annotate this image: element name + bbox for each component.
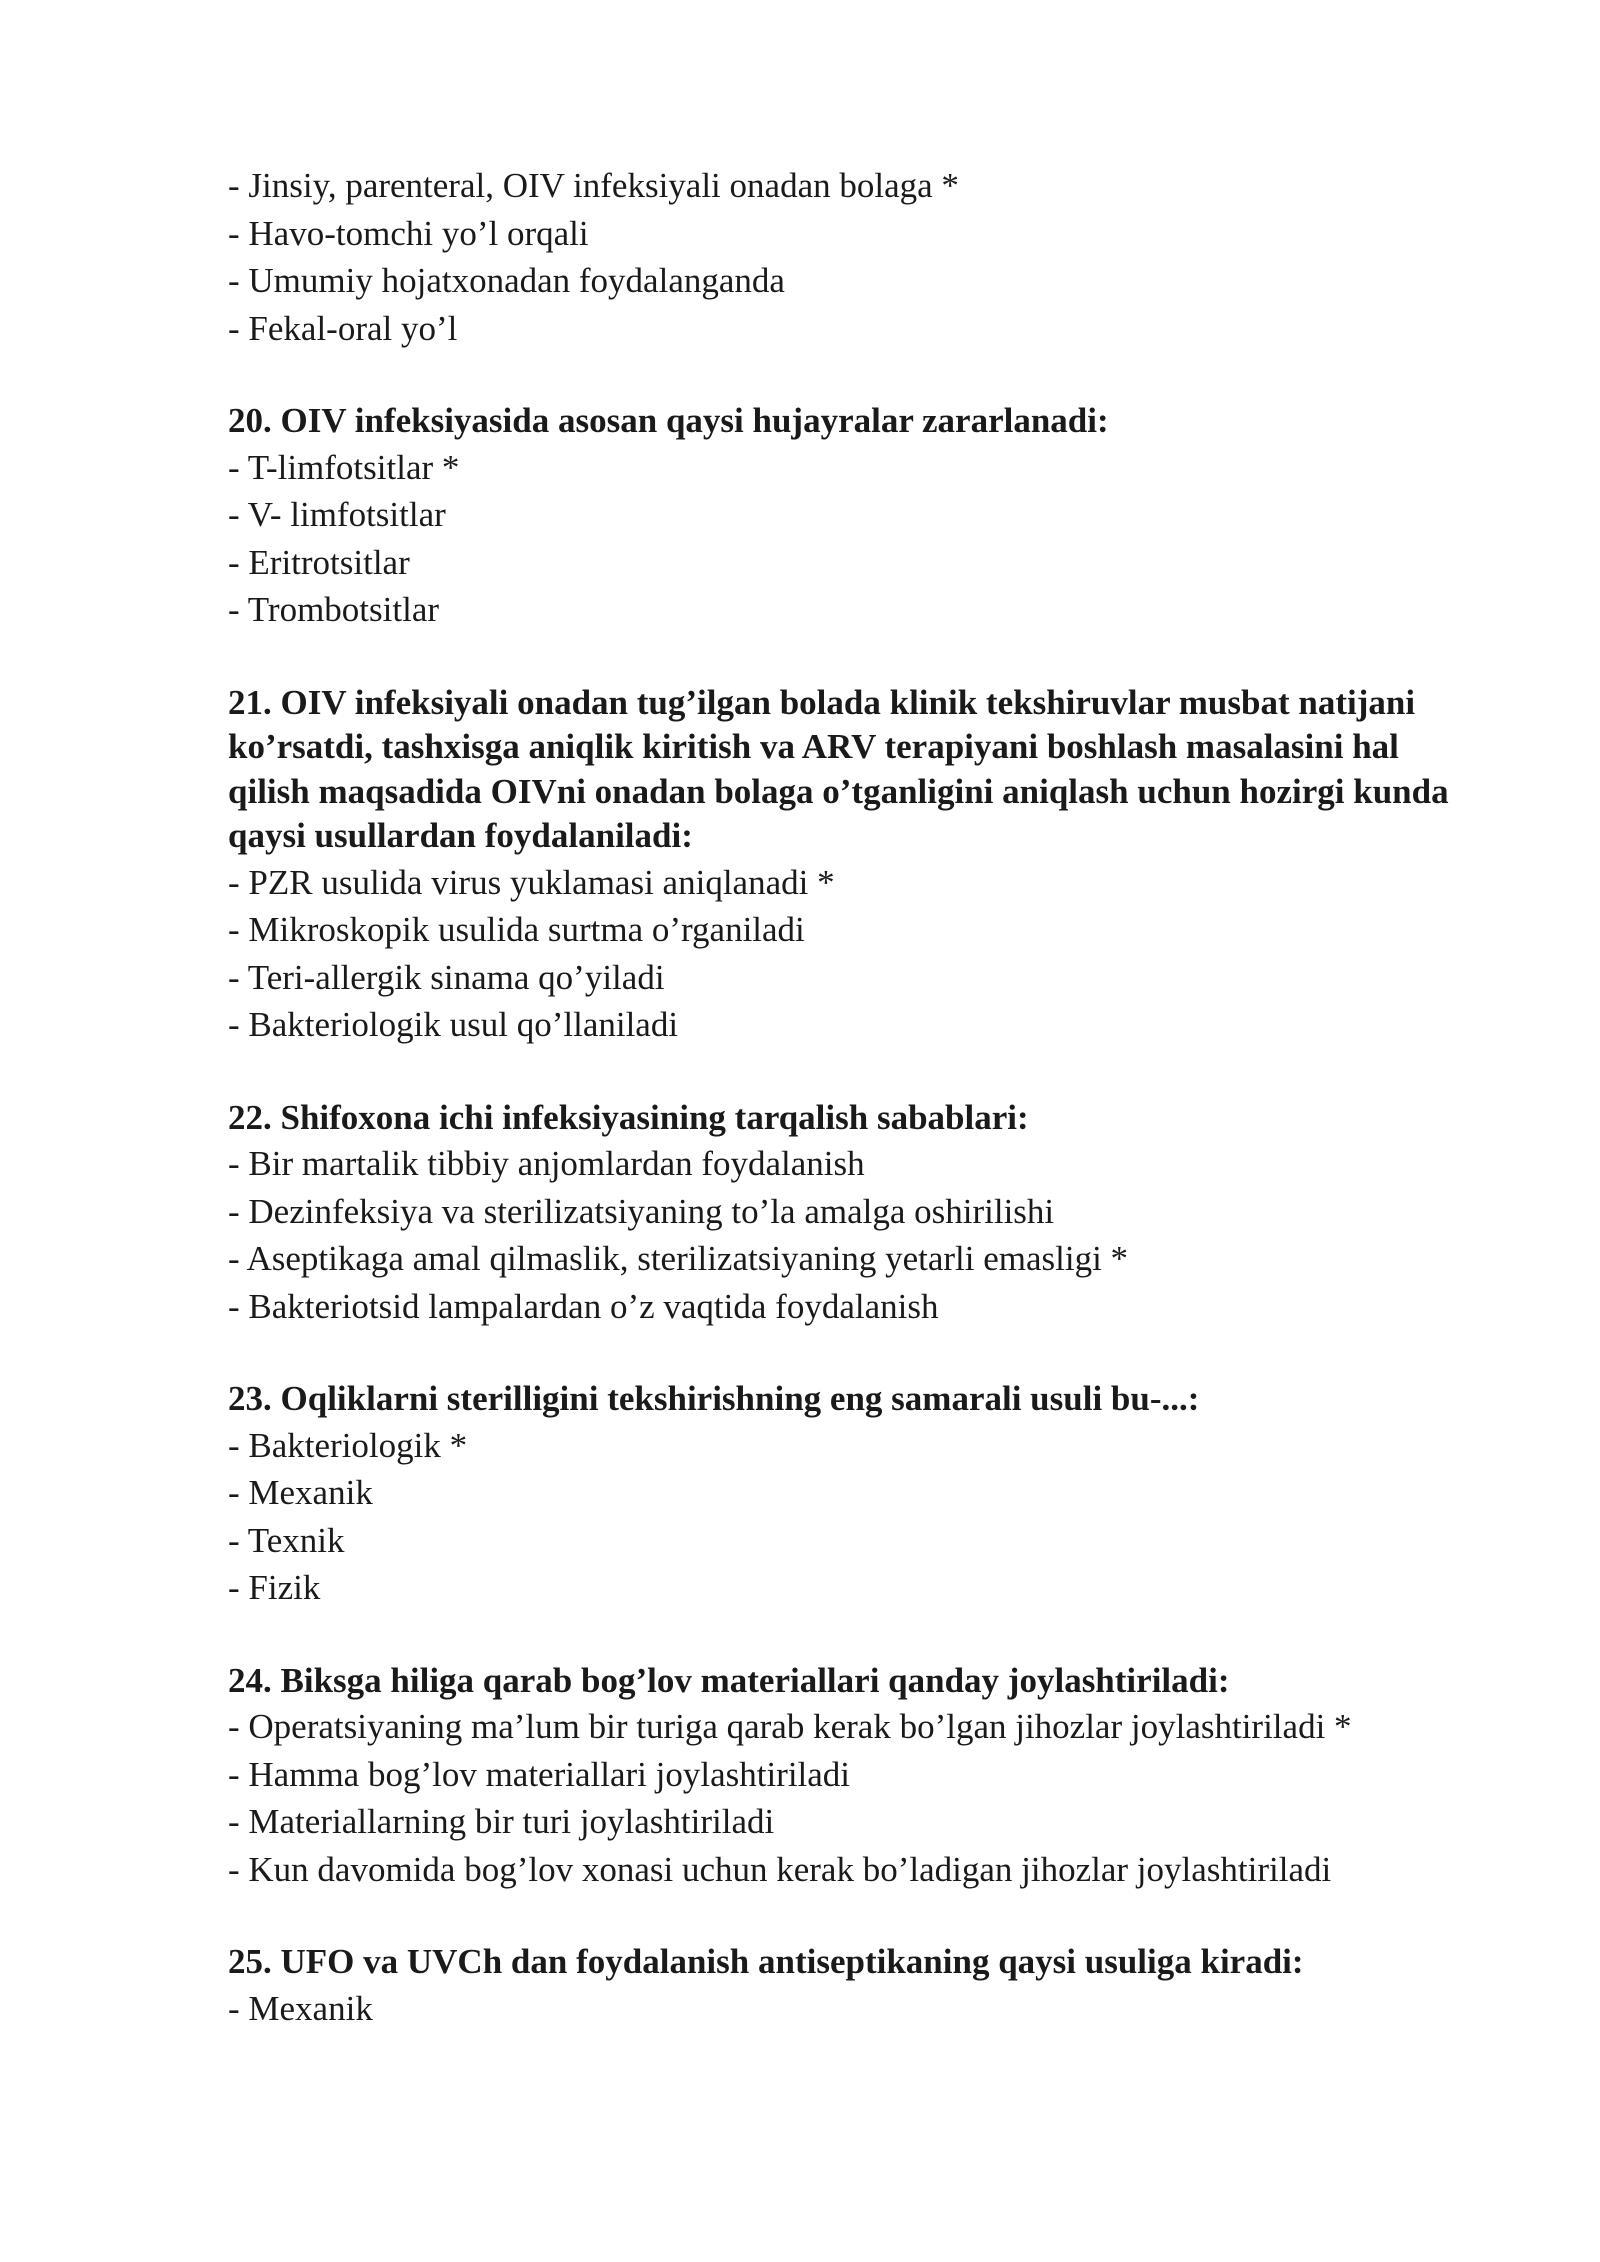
document-page [228,162,1478,2032]
answer-option: - Hamma bog’lov materiallari joylashtiriladi [228,1754,851,1794]
answer-option: - Operatsiyaning ma’lum bir turiga qarab kerak bo’lgan jihozlar joylashtiriladi * [228,1707,1352,1746]
question-22 [228,1096,1478,1331]
answer-option: - Bakteriotsid lampalardan o’z vaqtida foydalanish [228,1286,939,1326]
answer-option: - Mikroskopik usulida surtma o’rganiladi [228,910,805,949]
answer-option: - Bakteriologik * [228,1425,468,1465]
answer-option: - Aseptikaga amal qilmaslik, sterilizatsiyaning yetarli emasligi * [228,1239,1129,1278]
answer-option: - Mexanik [228,1473,373,1512]
question-21 [228,681,1478,1049]
answer-option: - Eritrotsitlar [228,542,410,582]
question-text: 22. Shifoxona ichi infeksiyasining tarqalish sabablari: [228,1097,1029,1137]
answer-option: - Havo-tomchi yo’l orqali [228,213,589,253]
answer-option: - Dezinfeksiya va sterilizatsiyaning to’la amalga oshirilishi [228,1191,1055,1231]
answer-option: - V- limfotsitlar [228,495,446,534]
answer-option: - Mexanik [228,1988,373,2028]
answer-option: - T-limfotsitlar * [228,447,460,487]
question-25 [228,1940,1478,2032]
answer-option: - Bir martalik tibbiy anjomlardan foydalanish [228,1144,865,1183]
question-24 [228,1659,1478,1894]
answer-option: - Teri-allergik sinama qo’yiladi [228,957,665,997]
answer-option: - Texnik [228,1520,345,1560]
question-text: 20. OIV infeksiyasida asosan qaysi hujayralar zararlanadi: [228,401,1109,440]
intro-options [228,162,1478,352]
answer-option: - Fekal-oral yo’l [228,308,458,348]
question-23 [228,1377,1478,1612]
question-text: 25. UFO va UVCh dan foydalanish antiseptikaning qaysi usuliga kiradi: [228,1942,1304,1981]
question-20 [228,399,1478,634]
answer-option: - Umumiy hojatxonadan foydalanganda [228,261,785,300]
question-text: 21. OIV infeksiyali onadan tug’ilgan bolada klinik tekshiruvlar musbat natijani ko’rsatdi, tashxisga aniqlik kiritish va ARV terapiyani boshlash masalasini hal qilish maqsadida OIVni onadan bolaga o’tganligini aniqlash uchun hozirgi kunda qaysi usullardan foydalaniladi: [228,682,1449,855]
answer-option: - Jinsiy, parenteral, OIV infeksiyali onadan bolaga * [228,166,959,205]
answer-option: - Bakteriologik usul qo’llaniladi [228,1005,679,1044]
answer-option: - Kun davomida bog’lov xonasi uchun kerak bo’ladigan jihozlar joylashtiriladi [228,1849,1332,1889]
question-text: 24. Biksga hiliga qarab bog’lov materiallari qanday joylashtiriladi: [228,1660,1230,1700]
answer-option: - Materiallarning bir turi joylashtiriladi [228,1802,775,1841]
question-text: 23. Oqliklarni sterilligini tekshirishning eng samarali usuli bu-...: [228,1379,1200,1418]
answer-option: - Trombotsitlar [228,590,440,629]
answer-option: - Fizik [228,1568,321,1607]
answer-option: - PZR usulida virus yuklamasi aniqlanadi * [228,862,835,902]
